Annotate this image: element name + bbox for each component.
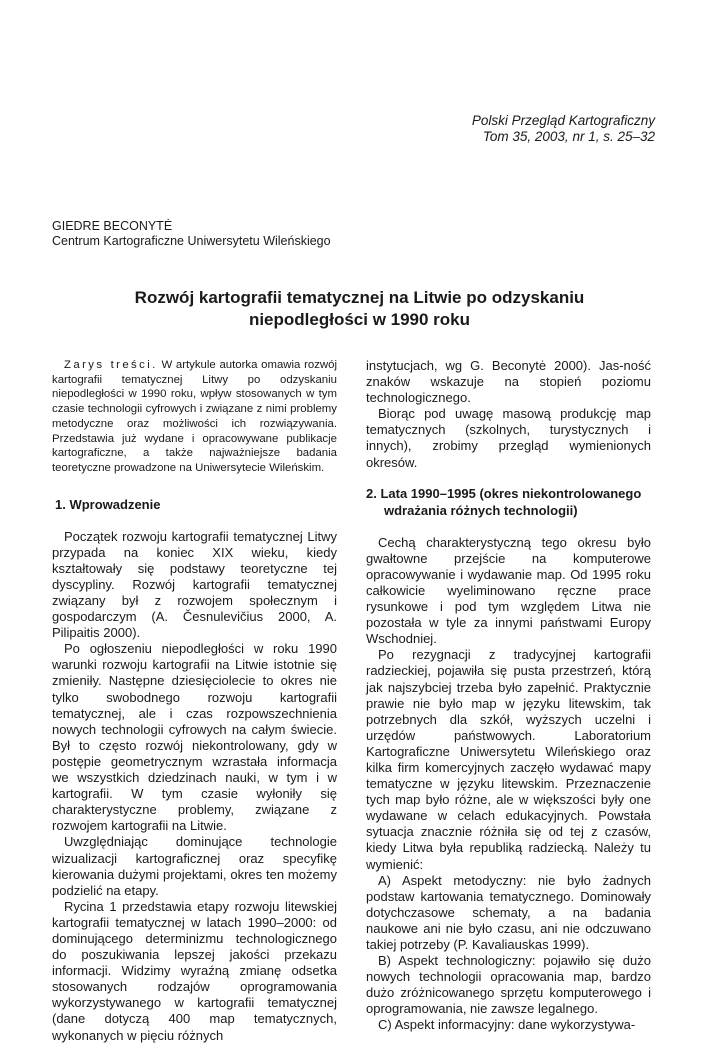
spacer (366, 471, 651, 485)
paragraph: Biorąc pod uwagę masową produkcję map tematycznych (szkolnych, turystycznych i innych), zrobimy przegląd wymienionych okresów. (366, 406, 651, 470)
abstract (52, 358, 337, 476)
section-heading-intro: 1. Wprowadzenie (55, 496, 161, 512)
abstract-lead: Zarys treści. (64, 359, 158, 371)
paragraph: Początek rozwoju kartografii tematycznej Litwy przypada na koniec XIX wieku, kiedy kształtowały się podstawy teoretyczne tej dyscypliny. Rozwój kartografii tematycznej związany był z rozwojem społecznym i gospodarczym (A. Česnulevičius 2000, A. Pilipaitis 2000). (52, 528, 337, 641)
paragraph: Po ogłoszeniu niepodległości w roku 1990 warunki rozwoju kartografii na Litwie istotnie się zmieniły. Następne dziesięciolecie to okres nie tylko swobodnego rozwoju kartografii tematycznej, ale i czas rozpowszechnienia nowych technologii cyfrowych na całym świecie. Był to często rozwój niekontrolowany, gdy w postępie geometrycznym wzrastała informacja we wszystkich dziedzinach nauki, w tym i w kartografii. W tym czasie wyłoniły się charakterystyczne problemy, związane z rozwojem kartografii na Litwie. (52, 641, 337, 834)
abstract-text: W artykule autorka omawia rozwój kartografii tematycznej Litwy po odzyskaniu niepodległości w 1990 roku, wpływ stosowanych w tym czasie technologii cyfrowych i związane z nimi problemy metodyczne oraz możliwości ich rozwiązywania. Przedstawia już wydane i opracowywane publikacje kartograficzne, a także najważniejsze badania teoretyczne prowadzone na Uniwersytecie Wileńskim. (52, 359, 337, 474)
title-line-1: Rozwój kartografii tematycznej na Litwie po odzyskaniu (134, 288, 585, 307)
paragraph: Rycina 1 przedstawia etapy rozwoju litewskiej kartografii tematycznej w latach 1990–2000: od dominującego determinizmu technologicznego do poszukiwania lepszej jakości przekazu informacji. Widzimy wyraźną zmianę odsetka stosowanych rodzajów oprogramowania wykorzystywanego w kartografii tematycznej (dane dotyczą 400 map tematycznych, wykonanych w pięciu różnych (52, 898, 337, 1043)
paragraph: Po rezygnacji z tradycyjnej kartografii radzieckiej, pojawiła się pusta przestrzeń, którą jak najszybciej trzeba było zapełnić. Praktycznie prawie nie było map w języku litewskim, tak potrzebnych dla szkół, wyższych uczelni i urzędów państwowych. Laboratorium Kartograficzne Uniwersytetu Wileńskiego oraz kilka firm komercyjnych zaczęło wydawać mapy tematyczne w języku litewskim. Przeznaczenie tych map było różne, ale w większości były one wydawane w celach edukacyjnych. Powstała sytuacja znacznie różniła się od tej z czasów, kiedy Litwa była republiką radziecką. Należy tu wymienić: (366, 647, 651, 872)
section-heading-2: 2. Lata 1990–1995 (okres niekontrolowanego wdrażania różnych technologii) (366, 485, 642, 518)
right-column (366, 358, 651, 1034)
paragraph: B) Aspekt technologiczny: pojawiło się dużo nowych technologii opracowania map, bardzo dużo zróżnicowanego sprzętu komputerowego i oprogramowania, nie zawsze legalnego. (366, 953, 651, 1017)
paragraph: A) Aspekt metodyczny: nie było żadnych podstaw kartowania tematycznego. Dominowały dotychczasowe schematy, a na badania naukowe ani nie było czasu, ani nie odczuwano takiej potrzeby (P. Kavaliauskas 1999). (366, 872, 651, 952)
author-block (52, 219, 331, 249)
paragraph: Uwzględniając dominujące technologie wizualizacji kartograficznej oraz specyfikę kierowania dużymi projektami, okres ten możemy podzielić na etapy. (52, 834, 337, 898)
author-affiliation: Centrum Kartograficzne Uniwersytetu Wileńskiego (52, 234, 331, 248)
journal-name: Polski Przegląd Kartograficzny (471, 113, 655, 128)
article-title (60, 287, 659, 331)
title-line-2: niepodległości w 1990 roku (248, 310, 471, 329)
paragraph: Cechą charakterystyczną tego okresu było gwałtowne przejście na komputerowe opracowywanie i wydawanie map. Od 1995 roku całkowicie wyeliminowano ręczne prace rysunkowe i pod tym względem Litwa nie pozostała w tyle za innymi państwami Europy Wschodniej. (366, 534, 651, 647)
journal-reference (472, 113, 655, 145)
paragraph: instytucjach, wg G. Beconytė 2000). Jas-ność znaków wskazuje na stopień poziomu technologicznego. (366, 358, 651, 406)
paragraph: C) Aspekt informacyjny: dane wykorzystywa- (378, 1017, 636, 1033)
author-name: GIEDRE BECONYTĖ (52, 219, 173, 233)
left-column (52, 358, 337, 1044)
journal-issue: Tom 35, 2003, nr 1, s. 25–32 (482, 129, 655, 144)
